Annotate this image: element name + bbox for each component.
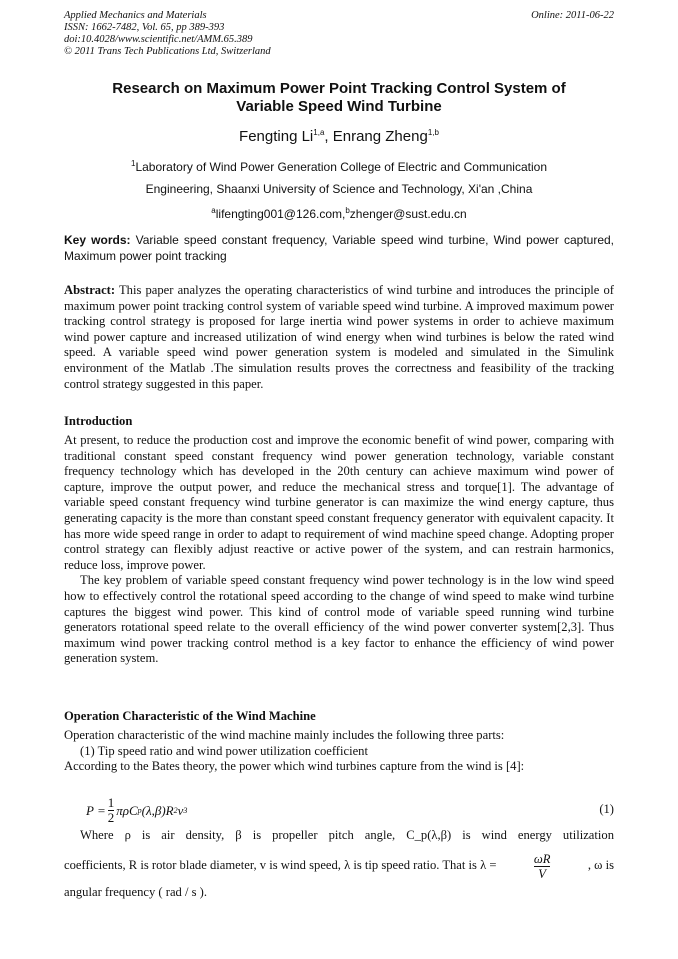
paper-title	[64, 80, 614, 116]
email-sup: a	[211, 206, 216, 215]
keywords-label: Key words:	[64, 233, 131, 247]
equation-1	[64, 792, 614, 826]
text: , ω is	[587, 858, 614, 873]
affiliation	[64, 153, 614, 226]
section-heading: Operation Characteristic of the Wind Machine	[64, 709, 316, 723]
eq-lhs: P =	[86, 802, 106, 818]
author: Enrang Zheng	[332, 128, 428, 145]
journal-name: Applied Mechanics and Materials	[64, 10, 207, 21]
paragraph: (1) Tip speed ratio and wind power utilization coefficient	[80, 743, 368, 758]
paragraph: Operation characteristic of the wind machine mainly includes the following three parts:	[64, 728, 505, 742]
online-date: Online: 2011-06-22	[531, 10, 614, 21]
equation-number: (1)	[599, 802, 614, 816]
introduction	[64, 414, 614, 667]
doi: doi:10.4028/www.scientific.net/AMM.65.389	[64, 34, 253, 45]
email-sup: b	[345, 206, 350, 215]
eq-part: v	[177, 802, 184, 818]
eq-sub: p	[137, 806, 142, 815]
paragraph: At present, to reduce the production cost and improve the economic benefit of wind power, comparing with traditional constant speed constant frequency wind power generation technology, variable constant frequency technology which has developed in the 20th century can achieve maximum wind power of capture, improve the output power, and reduce the mechanical stress and torque[1]. The advantage of variable speed constant frequency wind turbine generator is can maximize the wind energy capture, thus generating capacity is the more than constant speed constant frequency generator with equivalent capacity. It has more wide speed range in order to adapt to requirement of wind machine speed change. Adopting proper control strategy can flexibly adjust reactive or active power of the system, and can restrain harmonics, reduce loss, improve power.	[64, 433, 614, 572]
abstract-text: This paper analyzes the operating characteristics of wind turbine and introduces the principle of maximum power point tracking control system of variable speed wind turbine. A improved maximum power tracking control strategy is proposed for large inertia wind power systems in order to achieve maximum wind power capture and increased utilization of wind energy when wind turbines is below the rated wind speed. A variable speed wind power generation system is modeled and simulated in the Simulink environment of the Matlab .The simulation results proves the correctness and feasibility of the tracking control strategy suggested in this paper.	[64, 283, 614, 391]
section-operation	[64, 709, 614, 775]
copyright: © 2011 Trans Tech Publications Ltd, Switzerland	[64, 46, 271, 57]
author: Fengting Li	[239, 128, 314, 145]
frac-num: ωR	[533, 851, 551, 866]
eq-den: 2	[107, 810, 115, 825]
authors	[64, 128, 614, 145]
eq-sup: 3	[183, 806, 188, 815]
email[interactable]: lifengting001@126.com,	[215, 207, 346, 221]
abstract-label: Abstract:	[64, 283, 116, 297]
affil-line: Laboratory of Wind Power Generation College of Electric and Communication	[135, 160, 547, 174]
where-text	[64, 828, 614, 900]
keywords	[64, 233, 614, 264]
title-line: Research on Maximum Power Point Tracking Control System of	[112, 80, 566, 97]
paragraph: angular frequency ( rad / s ).	[64, 884, 208, 899]
title-line: Variable Speed Wind Turbine	[236, 98, 442, 115]
author-sup: 1,b	[427, 128, 439, 137]
paragraph: Where ρ is air density, β is propeller pitch angle, C_p(λ,β) is wind energy utilization	[80, 828, 614, 842]
email[interactable]: zhenger@sust.edu.cn	[349, 207, 467, 221]
frac-den: V	[538, 866, 546, 881]
journal-header	[64, 10, 271, 58]
sep: ,	[324, 128, 333, 145]
paragraph: The key problem of variable speed constant frequency wind power technology is in the low wind speed how to effectively control the rotational speed according to the change of wind speed to make wind turbine captures the biggest wind power. This kind of control mode of variable speed running wind turbine generators rotational speed relate to the overall efficiency of the wind power converter system[2,3]. Thus maximum wind power tracking control method is a key factor to enhance the efficiency of wind power generation system.	[64, 573, 614, 666]
eq-num: 1	[107, 795, 115, 810]
eq-part: πρC	[116, 802, 138, 818]
eq-part: (λ,β)R	[141, 802, 174, 818]
eq-sup: 2	[173, 806, 178, 815]
author-sup: 1,a	[313, 128, 325, 137]
paragraph: According to the Bates theory, the power which wind turbines capture from the wind is [4]:	[64, 759, 525, 774]
section-heading: Introduction	[64, 414, 133, 428]
abstract	[64, 283, 614, 392]
affil-line: Engineering, Shaanxi University of Science and Technology, Xi'an ,China	[145, 181, 533, 196]
text: coefficients, R is rotor blade diameter, v is wind speed, λ is tip speed ratio. That is λ =	[64, 858, 497, 873]
keywords-text: Variable speed constant frequency, Variable speed wind turbine, Wind power captured, Maximum power point tracking	[64, 233, 614, 263]
issn: ISSN: 1662-7482, Vol. 65, pp 389-393	[64, 22, 225, 33]
affil-sup: 1	[131, 159, 136, 168]
